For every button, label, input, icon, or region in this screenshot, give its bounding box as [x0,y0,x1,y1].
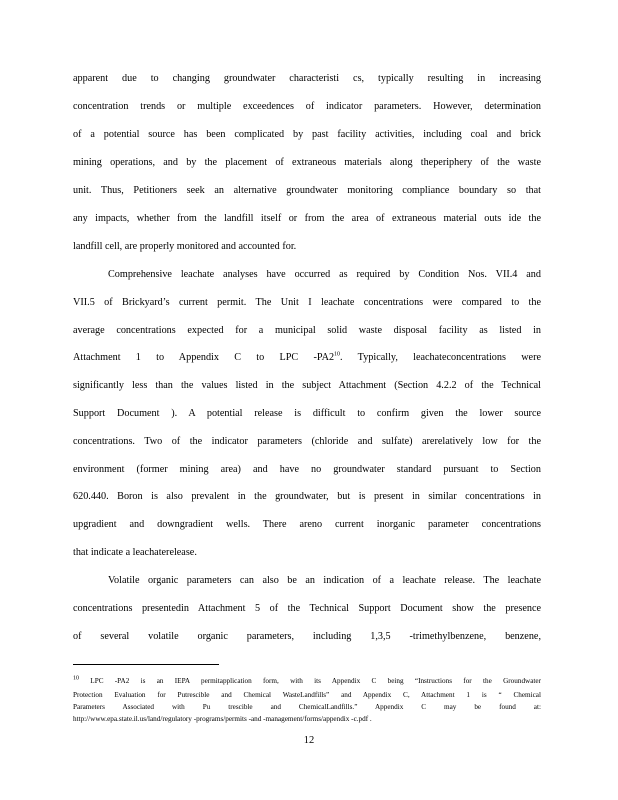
footnote-line: http://www.epa.state.il.us/land/regulatory -programs/permits -and -management/forms/appendix -c.pdf . [73,715,372,723]
text-segment: LPC -PA2 is an IEPA permitapplication form, with its Appendix C being “Instructions for the Groundwater [79,677,541,685]
footnote-line: Protection Evaluation for Putrescible and Chemical WasteLandfills” and Appendix C, Attachment 1 is “ Chemical [73,691,541,699]
text-line: of several volatile organic parameters, including 1,3,5 -trimethylbenzene, benzene, [73,631,541,642]
text-line: Comprehensive leachate analyses have occurred as required by Condition Nos. VII.4 and [108,269,541,280]
text-line: 620.440. Boron is also prevalent in the groundwater, but is present in similar concentrations in [73,491,541,502]
text-line: any impacts, whether from the landfill itself or from the area of extraneous material outs ide the [73,213,541,224]
text-segment: . Typically, leachateconcentrations were [340,352,541,363]
footnote-line [73,676,541,686]
page-number: 12 [303,735,315,746]
text-line: average concentrations expected for a municipal solid waste disposal facility as listed in [73,325,541,336]
text-line: VII.5 of Brickyard’s current permit. The Unit I leachate concentrations were compared to the [73,297,541,308]
text-line: environment (former mining area) and have no groundwater standard pursuant to Section [73,464,541,475]
footnote-separator [73,664,219,665]
text-line: Volatile organic parameters can also be an indication of a leachate release. The leachate [108,575,541,586]
text-line: Support Document ). A potential release is difficult to confirm given the lower source [73,408,541,419]
text-line: apparent due to changing groundwater characteristi cs, typically resulting in increasing [73,73,541,84]
text-segment: Attachment 1 to Appendix C to LPC -PA2 [73,352,335,363]
footnote-marker: 10 [73,675,79,682]
text-line [73,351,541,365]
text-line: that indicate a leachaterelease. [73,547,197,558]
text-line: concentrations presentedin Attachment 5 of the Technical Support Document show the presence [73,603,541,614]
text-line: of a potential source has been complicated by past facility activities, including coal and brick [73,129,541,140]
text-line: unit. Thus, Petitioners seek an alternative groundwater monitoring compliance boundary so that [73,185,541,196]
text-line: upgradient and downgradient wells. There areno current inorganic parameter concentrations [73,519,541,530]
text-line: significantly less than the values listed in the subject Attachment (Section 4.2.2 of the Technical [73,380,541,391]
footnote-line: Parameters Associated with Pu trescible and ChemicalLandfills.” Appendix C may be found at: [73,703,541,711]
footnote-reference: 10 [334,351,341,358]
text-line: concentrations. Two of the indicator parameters (chloride and sulfate) arerelatively low for the [73,436,541,447]
text-line: concentration trends or multiple exceedences of indicator parameters. However, determination [73,101,541,112]
text-line: mining operations, and by the placement of extraneous materials along theperiphery of the waste [73,157,541,168]
text-line: landfill cell, are properly monitored and accounted for. [73,241,297,252]
